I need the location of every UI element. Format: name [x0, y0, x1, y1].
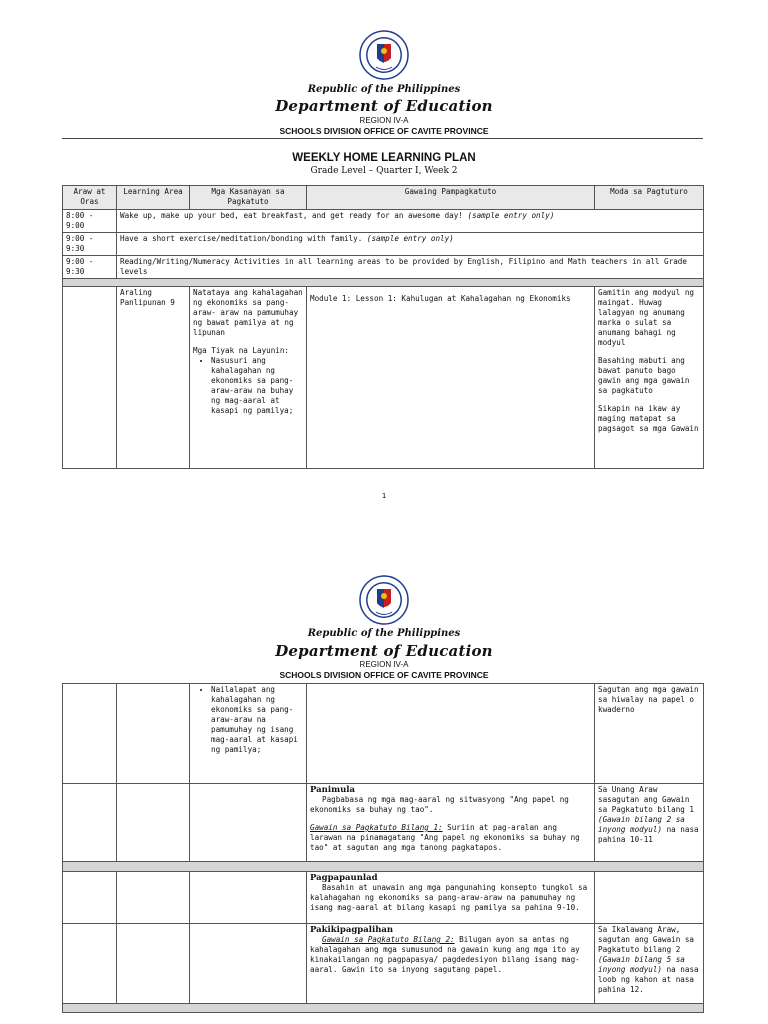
- department-title: Department of Education: [275, 97, 493, 115]
- header-divider: [62, 138, 703, 139]
- mode-cell: Sagutan ang mga gawain sa hiwalay na papel o kwaderno: [595, 684, 704, 784]
- task-text: Suriin at pag-aralan ang larawan na pinamagatang "Ang papel ng ekonomiks sa buhay ng tao" at sagutan ang mga tanong pagkatapos.: [310, 823, 580, 852]
- objective-item: • Nailalapat ang kahalagahan ng ekonomiks sa pang-araw-araw na pamumuhay ng isang mag-aaral at kasapi ng pamilya;: [211, 685, 303, 755]
- time-cell: 8:00 - 9:00: [63, 210, 117, 233]
- mode-cell: [595, 924, 704, 1004]
- competency-cell: [190, 287, 307, 469]
- page-number: 1: [381, 492, 387, 500]
- learning-area-cell: [117, 684, 190, 784]
- learning-area-cell: [117, 872, 190, 924]
- mode-text: Basahing mabuti ang bawat panuto bago gawin ang mga gawain sa pagkatuto: [598, 356, 690, 395]
- sample-note: (sample entry only): [366, 234, 454, 243]
- section-heading: Panimula: [310, 785, 355, 795]
- section-heading: Pagpapaunlad: [310, 873, 378, 883]
- time-cell: 9:00 - 9:30: [63, 256, 117, 279]
- mode-note: (Gawain bilang 5 sa inyong modyul): [598, 955, 685, 974]
- section-heading: Pakikipagpalihan: [310, 925, 394, 935]
- mode-text: Sa Unang Araw sasagutan ang Gawain sa Pagkatuto bilang 1: [598, 785, 695, 814]
- activity-cell: [307, 287, 595, 469]
- separator-row: [63, 1004, 704, 1013]
- column-header: Moda sa Pagtuturo: [595, 186, 704, 210]
- schedule-cell: [117, 210, 704, 233]
- column-header: Araw at Oras: [63, 186, 117, 210]
- separator-row: [63, 862, 704, 872]
- schedule-cell: Reading/Writing/Numeracy Activities in all learning areas to be provided by English, Filipino and Math teachers in all Grade levels: [117, 256, 704, 279]
- deped-seal-logo: [359, 575, 409, 625]
- department-title: Department of Education: [275, 642, 493, 660]
- learning-area-cell: Araling Panlipunan 9: [117, 287, 190, 469]
- region-line: REGION IV-A: [359, 660, 409, 669]
- learning-area-cell: [117, 784, 190, 862]
- activity-text: Pagbabasa ng mga mag-aaral ng sitwasyong "Ang papel ng ekonomiks sa buhay ng tao".: [310, 795, 569, 814]
- panimula-row: [63, 784, 704, 862]
- republic-line: Republic of the Philippines: [307, 84, 461, 95]
- table-row: [63, 256, 704, 279]
- activity-text: Module 1: Lesson 1: Kahulugan at Kahalagahan ng Ekonomiks: [310, 294, 571, 303]
- mode-text: na nasa loob ng kahon at nasa pahina 12.: [598, 965, 699, 994]
- column-header: Mga Kasanayan sa Pagkatuto: [190, 186, 307, 210]
- mode-note: (Gawain bilang 2 sa inyong modyul): [598, 815, 685, 834]
- table-row: [63, 210, 704, 233]
- competency-cell: [190, 924, 307, 1004]
- activity-cell: [307, 784, 595, 862]
- mode-cell: [595, 872, 704, 924]
- learning-plan-table: [62, 185, 704, 469]
- mode-cell: [595, 784, 704, 862]
- activity-text: Basahin at unawain ang mga pangunahing konsepto tungkol sa kalahagahan ng ekonomiks sa pang-araw-araw na pamumuhay ng isang mag-aaral at bilang kasapi ng pamilya sa pahina 9-10.: [310, 883, 588, 912]
- competency-cell: [190, 684, 307, 784]
- lesson-row: [63, 684, 704, 784]
- division-line: SCHOOLS DIVISION OFFICE OF CAVITE PROVINCE: [279, 670, 489, 680]
- learning-area-cell: [117, 924, 190, 1004]
- activity-task: [310, 935, 591, 975]
- objectives-label: Mga Tiyak na Layunin:: [193, 346, 290, 355]
- region-line: REGION IV-A: [359, 116, 409, 125]
- time-cell: [63, 924, 117, 1004]
- schedule-text: Wake up, make up your bed, eat breakfast, and get ready for an awesome day!: [120, 211, 468, 220]
- column-header: Gawaing Pampagkatuto: [307, 186, 595, 210]
- plan-title: WEEKLY HOME LEARNING PLAN: [292, 152, 476, 164]
- schedule-cell: [117, 233, 704, 256]
- plan-subtitle: Grade Level – Quarter I, Week 2: [310, 166, 458, 176]
- competency-cell: [190, 784, 307, 862]
- objectives-list: [193, 685, 303, 755]
- division-line: SCHOOLS DIVISION OFFICE OF CAVITE PROVINCE: [279, 126, 489, 136]
- mode-text: na nasa pahina 10-11: [598, 825, 699, 844]
- time-cell: 9:00 - 9:30: [63, 233, 117, 256]
- competency-text: Natataya ang kahalagahan ng ekonomiks sa pang-araw- araw na pamumuhay ng bawat pamilya at ng lipunan: [193, 288, 303, 337]
- time-cell: [63, 287, 117, 469]
- time-cell: [63, 784, 117, 862]
- task-text: Bilugan ayon sa antas ng kahalagahan ang mga sumusunod na gawain kung ang mga ito ay kinakailangan ng pagpapasya/ pagdedesiyon bilang isang mag-aaral. Gawin ito sa inyong sagutang papel.: [310, 935, 580, 974]
- time-cell: [63, 684, 117, 784]
- column-header: Learning Area: [117, 186, 190, 210]
- republic-line: Republic of the Philippines: [307, 628, 461, 639]
- mode-text: Sa Ikalawang Araw, sagutan ang Gawain sa Pagkatuto bilang 2: [598, 925, 695, 954]
- activity-task: [310, 823, 591, 853]
- table-header-row: [63, 186, 704, 210]
- pakikipagpalihan-row: [63, 924, 704, 1004]
- schedule-text: Have a short exercise/meditation/bonding with family.: [120, 234, 367, 243]
- mode-text: Gamitin ang modyul ng maingat. Huwag lalagyan ng anumang marka o sulat sa anumang bahagi ng modyul: [598, 288, 695, 347]
- objective-item: • Nasusuri ang kahalagahan ng ekonomiks sa pang-araw-araw na buhay ng mag-aaral at kasapi ng pamilya;: [211, 356, 303, 416]
- objectives-list: [193, 356, 303, 416]
- activity-cell: [307, 872, 595, 924]
- task-label: Gawain sa Pagkatuto Bilang 2:: [322, 935, 455, 944]
- activity-cell: [307, 924, 595, 1004]
- learning-plan-table-continued: [62, 683, 704, 1013]
- table-row: [63, 233, 704, 256]
- time-cell: [63, 872, 117, 924]
- deped-seal-logo: [359, 30, 409, 80]
- competency-cell: [190, 872, 307, 924]
- pagpapaunlad-row: [63, 872, 704, 924]
- sample-note: (sample entry only): [467, 211, 555, 220]
- mode-cell: [595, 287, 704, 469]
- lesson-row: [63, 287, 704, 469]
- task-label: Gawain sa Pagkatuto Bilang 1:: [310, 823, 443, 832]
- mode-text: Sikapin na ikaw ay maging matapat sa pagsagot sa mga Gawain: [598, 404, 699, 433]
- separator-row: [63, 279, 704, 287]
- activity-cell: [307, 684, 595, 784]
